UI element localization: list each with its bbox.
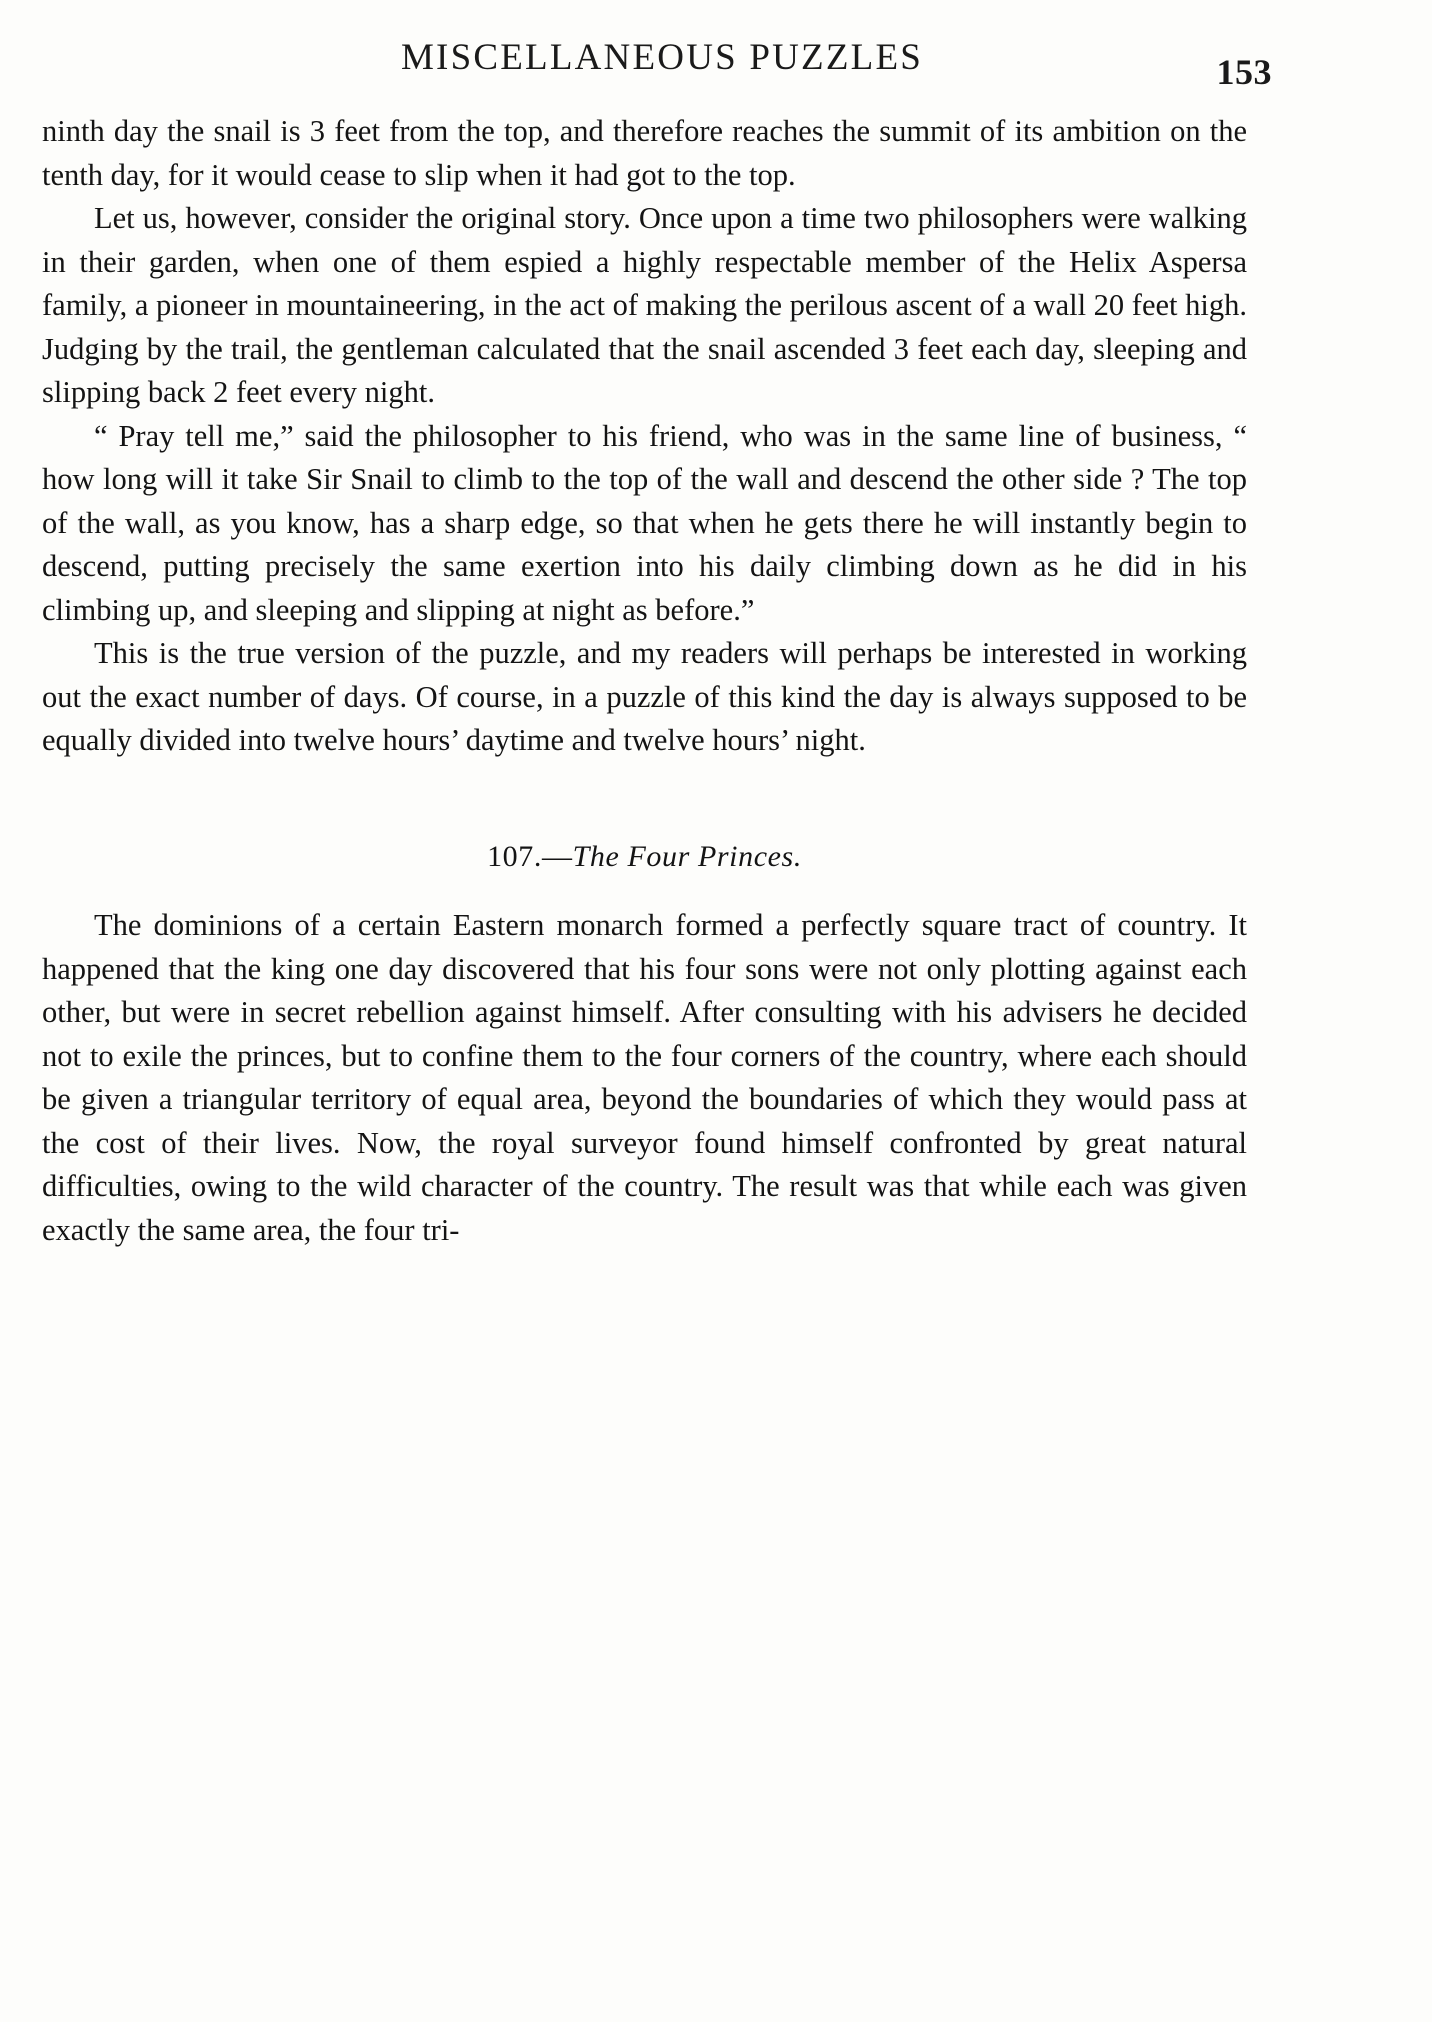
page-number: 153	[1216, 52, 1272, 92]
paragraph: The dominions of a certain Eastern monarch formed a perfectly square tract of country. It happened that the king one day discovered that his four sons were not only plotting against each other, but were in secret rebellion against himself. After consulting with his advisers he decided not to exile the princes, but to confine them to the four corners of the country, where each should be given a triangular territory of equal area, beyond the boundaries of which they would pass at the cost of their lives. Now, the royal surveyor found himself confronted by great natural difficulties, owing to the wild character of the country. The result was that while each was given exactly the same area, the four tri-	[42, 908, 1247, 1247]
section-title: The Four Princes.	[572, 839, 802, 873]
section-heading	[42, 835, 1247, 879]
paragraph: ninth day the snail is 3 feet from the top, and therefore reaches the summit of its ambition on the tenth day, for it would cease to slip when it had got to the top.	[42, 114, 1247, 192]
section-number: 107.—	[487, 839, 573, 873]
paragraph: This is the true version of the puzzle, and my readers will perhaps be interested in working out the exact number of days. Of course, in a puzzle of this kind the day is always supposed to be equally divided into twelve hours’ daytime and twelve hours’ night.	[42, 636, 1247, 757]
body-text	[42, 110, 1247, 1252]
paragraph: “ Pray tell me,” said the philosopher to his friend, who was in the same line of business, “ how long will it take Sir Snail to climb to the top of the wall and descend the other side ? The top of the wall, as you know, has a sharp edge, so that when he gets there he will instantly begin to descend, putting precisely the same exertion into his daily climbing down as he did in his climbing up, and sleeping and slipping at night as before.”	[42, 418, 1247, 627]
paragraph: Let us, however, consider the original story. Once upon a time two philosophers were walking in their garden, when one of them espied a highly respectable member of the Helix Aspersa family, a pioneer in mountaineering, in the act of making the perilous ascent of a wall 20 feet high. Judging by the trail, the gentleman calculated that the snail ascended 3 feet each day, sleeping and slipping back 2 feet every night.	[42, 201, 1247, 409]
running-head-title: MISCELLANEOUS PUZZLES	[400, 37, 924, 78]
page-content	[42, 36, 1282, 1252]
running-head	[42, 36, 1282, 96]
